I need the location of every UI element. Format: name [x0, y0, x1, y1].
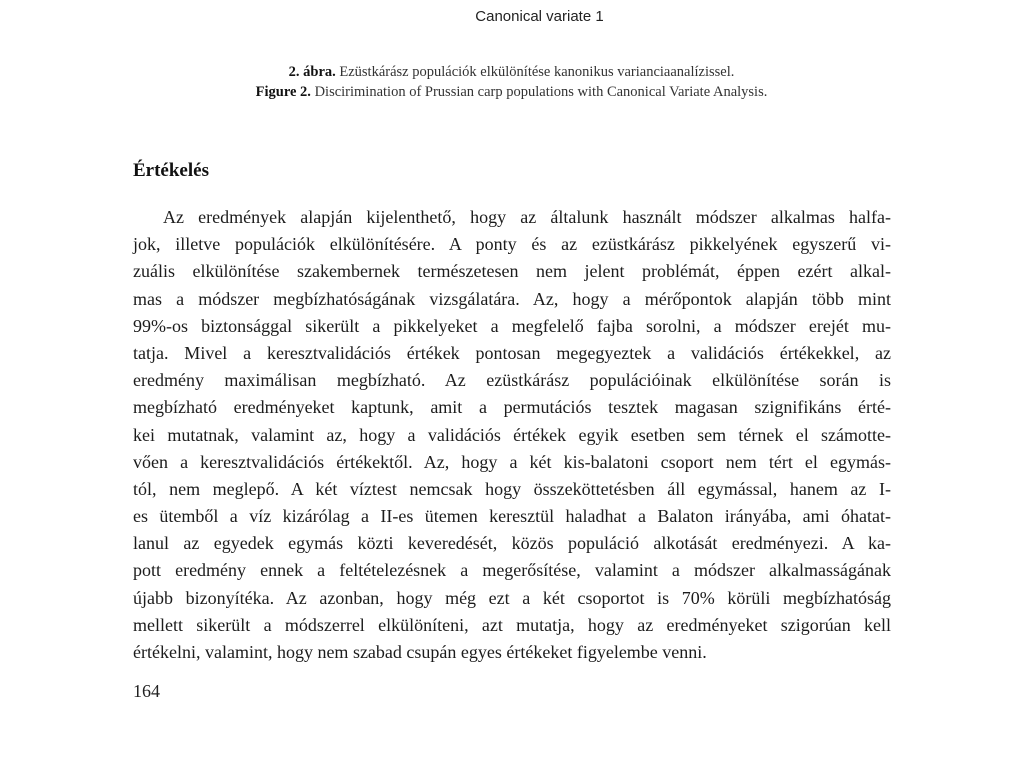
caption-en-text: Discirimination of Prussian carp populations with Canonical Variate Analysis. [310, 84, 768, 100]
body-line: újabb bizonyítéka. Az azonban, hogy még ezt a két csoportot is 70% körüli megbízhatóság [133, 587, 891, 608]
caption-hu-text: Ezüstkárász populációk elkülönítése kanonikus varianciaanalízissel. [335, 64, 735, 80]
body-line: mellett sikerült a módszerrel elkülöníteni, azt mutatja, hogy az eredményeket szigorúan kell [133, 614, 891, 635]
caption-hungarian [0, 62, 1023, 82]
body-text [133, 204, 891, 666]
body-line: kei mutatnak, valamint az, hogy a validációs értékek egyik esetben sem térnek el számotte- [133, 424, 891, 445]
body-line: jok, illetve populációk elkülönítésére. A ponty és az ezüstkárász pikkelyének egyszerű vi- [133, 234, 891, 255]
body-line: értékelni, valamint, hogy nem szabad csupán egyes értékeket figyelembe venni. [133, 642, 707, 662]
figure-caption [0, 62, 1023, 102]
body-line: tatja. Mivel a keresztvalidációs értékek pontosan megegyeztek a validációs értékekkel, az [133, 342, 891, 363]
body-line: vően a keresztvalidációs értékektől. Az, hogy a két kis-balatoni csoport nem tért el egymás- [133, 451, 891, 472]
axis-label: Canonical variate 1 [475, 8, 604, 25]
body-line: es ütemből a víz kizárólag a II-es ütemen keresztül haladhat a Balaton irányába, ami óhatat- [133, 506, 891, 527]
body-line: Az eredmények alapján kijelenthető, hogy az általunk használt módszer alkalmas halfa- [163, 207, 891, 227]
body-line: tól, nem meglepő. A két víztest nemcsak hogy összeköttetésben áll egymással, hanem az I- [133, 478, 891, 499]
body-line: zuális elkülönítése szakembernek természetesen nem jelent problémát, éppen ezért alkal- [133, 261, 891, 282]
caption-english [0, 82, 1023, 102]
body-line: megbízható eredményeket kaptunk, amit a permutációs tesztek magasan szignifikáns érté- [133, 397, 891, 418]
body-line: eredmény maximálisan megbízható. Az ezüstkárász populációinak elkülönítése során is [133, 370, 891, 391]
body-line: lanul az egyedek egymás közti keveredését, közös populáció alkotását eredményezi. A ka- [133, 533, 891, 554]
caption-hu-prefix: 2. ábra. [288, 64, 336, 80]
caption-en-prefix: Figure 2. [255, 84, 311, 100]
body-line: 99%-os biztonsággal sikerült a pikkelyeket a megfelelő fajba sorolni, a módszer erejét mu- [133, 315, 891, 336]
body-line: mas a módszer megbízhatóságának vizsgálatára. Az, hogy a mérőpontok alapján több mint [133, 288, 891, 309]
body-line: pott eredmény ennek a feltételezésnek a megerősítése, valamint a módszer alkalmasságának [133, 560, 891, 581]
page-number: 164 [133, 681, 160, 701]
section-heading: Értékelés [133, 160, 209, 181]
